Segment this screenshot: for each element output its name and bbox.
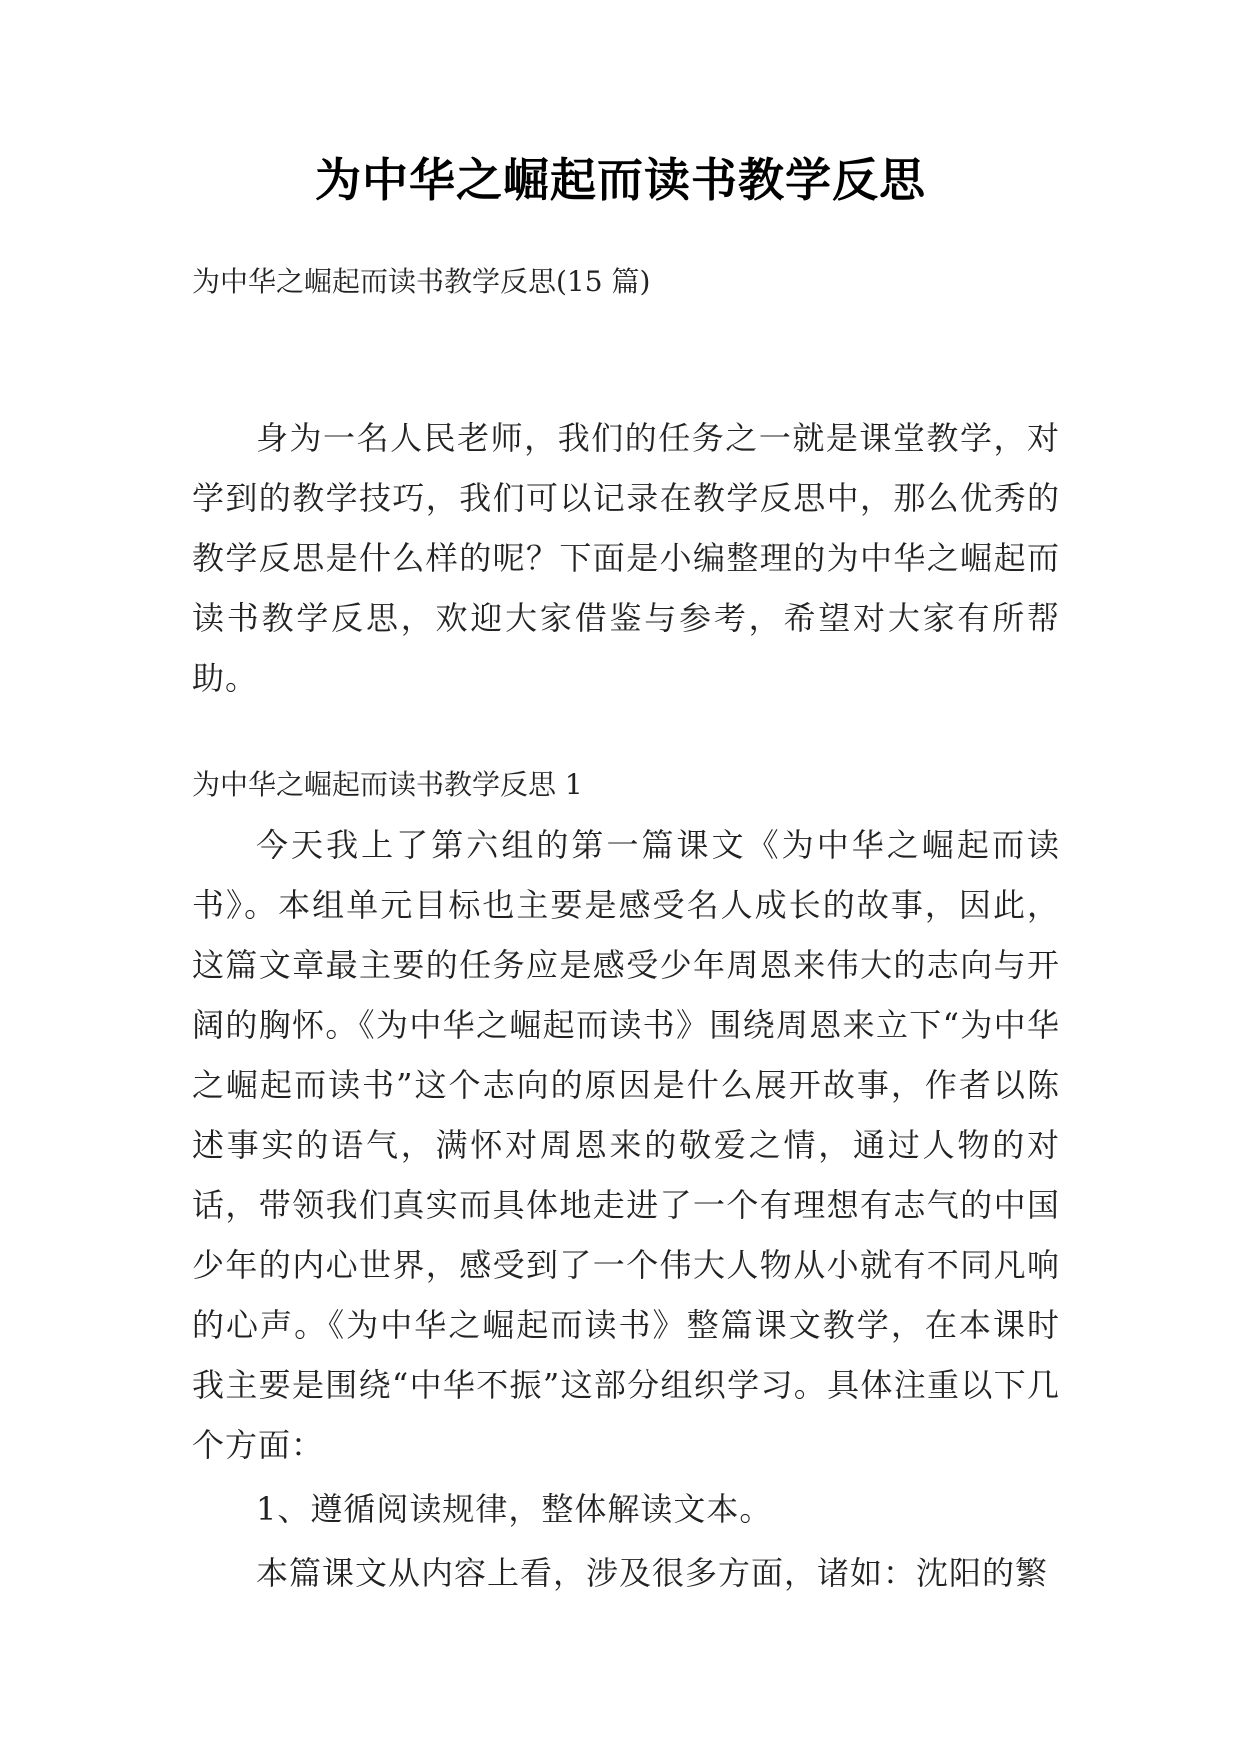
- section-body: [192, 815, 1060, 1603]
- document-title: 为中华之崛起而读书教学反思: [315, 153, 926, 207]
- section-heading: 为中华之崛起而读书教学反思 1: [192, 768, 583, 801]
- body-paragraph: 今天我上了第六组的第一篇课文《为中华之崛起而读书》。本组单元目标也主要是感受名人成长的故事，因此，这篇文章最主要的任务应是感受少年周恩来伟大的志向与开阔的胸怀。《为中华之崛起而读书》围绕周恩来立下“为中华之崛起而读书”这个志向的原因是什么展开故事，作者以陈述事实的语气，满怀对周恩来的敬爱之情，通过人物的对话，带领我们真实而具体地走进了一个有理想有志气的中国少年的内心世界，感受到了一个伟大人物从小就有不同凡响的心声。《为中华之崛起而读书》整篇课文教学，在本课时我主要是围绕“中华不振”这部分组织学习。具体注重以下几个方面：: [192, 826, 1060, 1464]
- intro-paragraph: 身为一名人民老师，我们的任务之一就是课堂教学，对学到的教学技巧，我们可以记录在教学反思中，那么优秀的教学反思是什么样的呢？下面是小编整理的为中华之崛起而读书教学反思，欢迎大家借鉴与参考，希望对大家有所帮助。: [192, 419, 1060, 697]
- document-subtitle: 为中华之崛起而读书教学反思(15 篇): [192, 265, 651, 298]
- body-paragraph: 本篇课文从内容上看，涉及很多方面，诸如：沈阳的繁: [256, 1554, 1049, 1592]
- body-paragraph: 1、遵循阅读规律，整体解读文本。: [256, 1490, 773, 1528]
